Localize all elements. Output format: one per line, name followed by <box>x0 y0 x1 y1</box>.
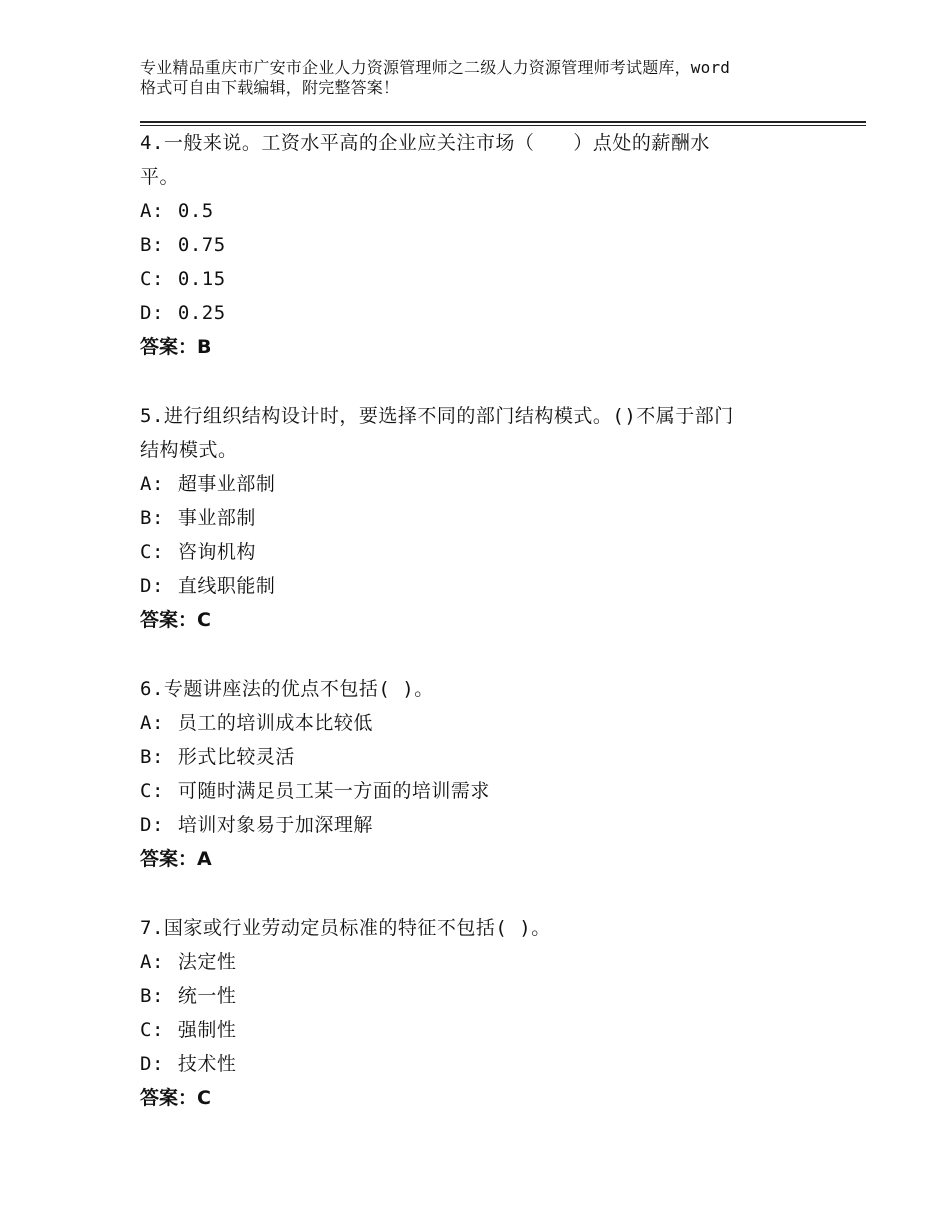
question-6 <box>140 672 820 876</box>
option-letter: B: <box>140 985 164 1007</box>
answer-label: 答案： <box>140 1087 198 1109</box>
stem-line: 5.进行组织结构设计时，要选择不同的部门结构模式。()不属于部门 <box>140 405 734 427</box>
stem-line: 7.国家或行业劳动定员标准的特征不包括( )。 <box>140 917 551 939</box>
stem-line: 6.专题讲座法的优点不包括( )。 <box>140 678 434 700</box>
option-letter: A: <box>140 200 164 222</box>
option-b <box>140 228 820 262</box>
option-text: 事业部制 <box>177 507 256 529</box>
option-letter: B: <box>140 507 164 529</box>
header-line-2: 格式可自由下载编辑，附完整答案！ <box>140 78 400 97</box>
option-c <box>140 535 820 569</box>
question-stem <box>140 672 820 706</box>
option-letter: D: <box>140 814 164 836</box>
option-letter: A: <box>140 473 164 495</box>
option-letter: D: <box>140 575 164 597</box>
option-letter: C: <box>140 780 164 802</box>
option-letter: B: <box>140 234 164 256</box>
option-text: 培训对象易于加深理解 <box>177 814 373 836</box>
option-d <box>140 296 820 330</box>
option-b <box>140 979 820 1013</box>
option-text: 形式比较灵活 <box>177 746 295 768</box>
option-text: 咨询机构 <box>177 541 256 563</box>
option-c <box>140 1013 820 1047</box>
option-b <box>140 740 820 774</box>
option-text: 可随时满足员工某一方面的培训需求 <box>177 780 490 802</box>
option-letter: D: <box>140 1053 164 1075</box>
option-c <box>140 262 820 296</box>
question-4 <box>140 126 820 364</box>
option-text: 直线职能制 <box>177 575 276 597</box>
answer-label: 答案： <box>140 609 198 631</box>
answer-line <box>140 603 820 637</box>
answer-label: 答案： <box>140 848 198 870</box>
option-letter: A: <box>140 712 164 734</box>
question-5 <box>140 399 820 637</box>
stem-line: 平。 <box>140 166 180 188</box>
option-a <box>140 945 820 979</box>
stem-line: 4.一般来说。工资水平高的企业应关注市场（ ）点处的薪酬水 <box>140 132 710 154</box>
option-d <box>140 569 820 603</box>
option-text: 超事业部制 <box>177 473 276 495</box>
question-7 <box>140 911 820 1115</box>
option-text: 0.5 <box>177 200 214 222</box>
option-text: 员工的培训成本比较低 <box>177 712 373 734</box>
option-text: 强制性 <box>177 1019 237 1041</box>
option-d <box>140 1047 820 1081</box>
option-text: 0.25 <box>177 302 226 324</box>
option-b <box>140 501 820 535</box>
option-a <box>140 194 820 228</box>
document-header <box>140 58 840 98</box>
answer-value: A <box>197 848 212 870</box>
answer-value: B <box>197 336 212 358</box>
answer-line <box>140 1081 820 1115</box>
option-letter: C: <box>140 1019 164 1041</box>
header-divider-thick <box>140 121 866 123</box>
question-stem <box>140 399 820 467</box>
answer-label: 答案： <box>140 336 198 358</box>
question-stem <box>140 911 820 945</box>
option-letter: C: <box>140 268 164 290</box>
option-d <box>140 808 820 842</box>
option-a <box>140 467 820 501</box>
header-line-1: 专业精品重庆市广安市企业人力资源管理师之二级人力资源管理师考试题库，word <box>140 58 731 77</box>
option-text: 技术性 <box>177 1053 237 1075</box>
answer-line <box>140 330 820 364</box>
answer-value: C <box>197 609 211 631</box>
option-c <box>140 774 820 808</box>
option-text: 0.75 <box>177 234 226 256</box>
stem-line: 结构模式。 <box>140 439 238 461</box>
option-a <box>140 706 820 740</box>
option-letter: D: <box>140 302 164 324</box>
option-text: 0.15 <box>177 268 226 290</box>
answer-line <box>140 842 820 876</box>
question-stem <box>140 126 820 194</box>
answer-value: C <box>197 1087 211 1109</box>
option-letter: B: <box>140 746 164 768</box>
option-text: 统一性 <box>177 985 237 1007</box>
option-text: 法定性 <box>177 951 237 973</box>
option-letter: A: <box>140 951 164 973</box>
option-letter: C: <box>140 541 164 563</box>
